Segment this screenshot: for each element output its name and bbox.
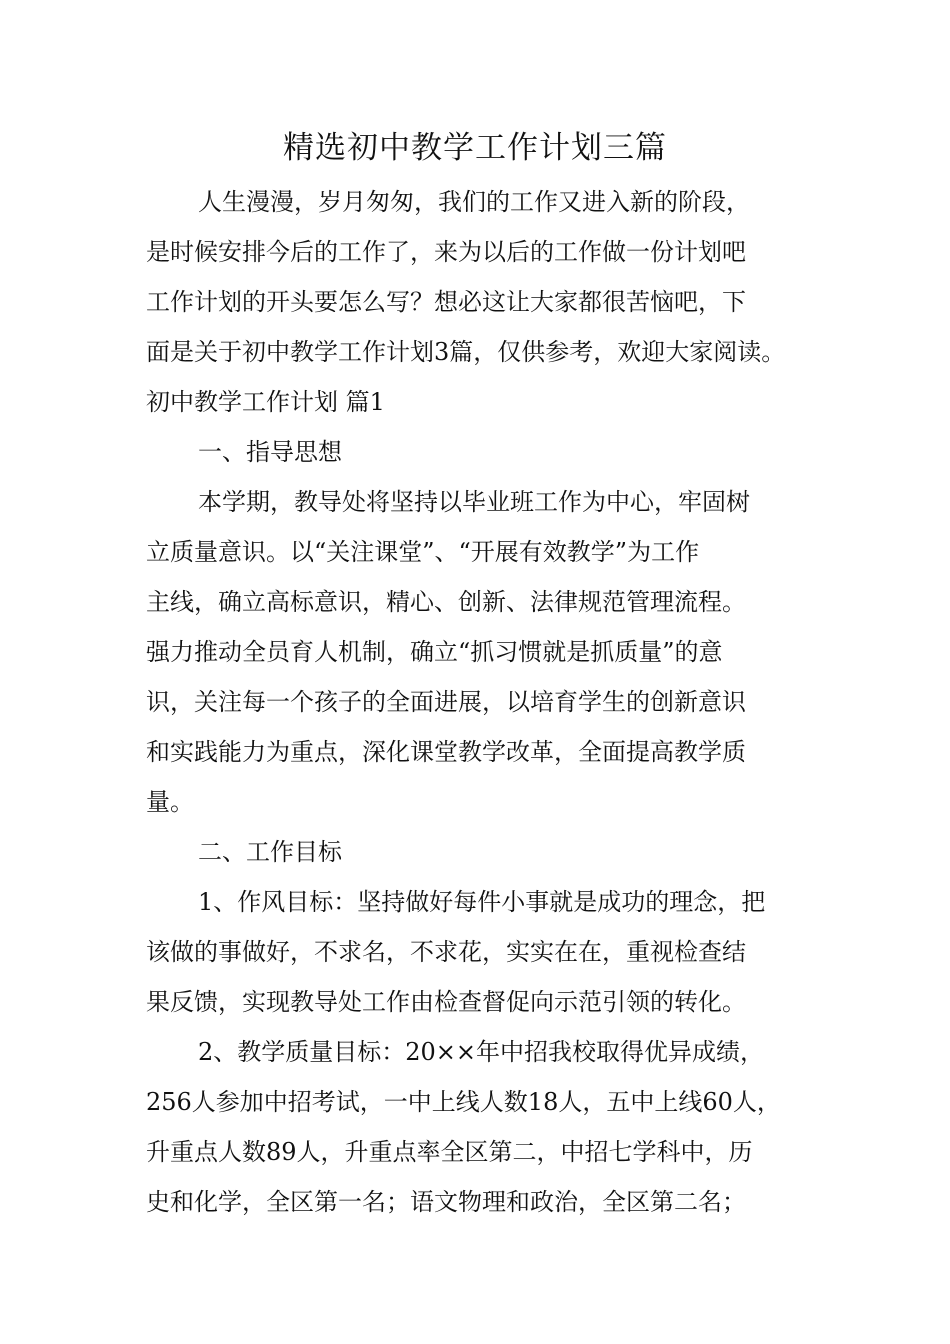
paragraph-line: 本学期，教导处将坚持以毕业班工作为中心，牢固树 [198, 488, 750, 516]
paragraph-line: 强力推动全员育人机制，确立“抓习惯就是抓质量”的意 [146, 638, 723, 666]
paragraph-line: 史和化学，全区第一名；语文物理和政治，全区第二名； [146, 1188, 746, 1216]
paragraph-line: 和实践能力为重点，深化课堂教学改革，全面提高教学质 [146, 738, 746, 766]
paragraph-line: 立质量意识。以“关注课堂”、“开展有效教学”为工作 [146, 538, 700, 566]
paragraph-line: 人生漫漫，岁月匆匆，我们的工作又进入新的阶段， [198, 188, 750, 216]
paragraph-line: 升重点人数89人，升重点率全区第二，中招七学科中，历 [146, 1138, 753, 1166]
section-heading: 一、指导思想 [198, 438, 342, 466]
paragraph-line: 1、作风目标：坚持做好每件小事就是成功的理念，把 [198, 888, 766, 916]
paragraph-line: 主线，确立高标意识，精心、创新、法律规范管理流程。 [146, 588, 746, 616]
section-heading: 二、工作目标 [198, 838, 342, 866]
paragraph-line: 量。 [146, 788, 194, 816]
paragraph-line: 面是关于初中教学工作计划3篇，仅供参考，欢迎大家阅读。 [146, 338, 786, 366]
paragraph-line: 果反馈，实现教导处工作由检查督促向示范引领的转化。 [146, 988, 746, 1016]
document-title: 精选初中教学工作计划三篇 [283, 130, 667, 166]
paragraph-line: 2、教学质量目标：20××年中招我校取得优异成绩， [198, 1038, 765, 1066]
paragraph-line: 该做的事做好，不求名，不求花，实实在在，重视检查结 [146, 938, 746, 966]
paragraph-line: 识，关注每一个孩子的全面进展，以培育学生的创新意识 [146, 688, 746, 716]
section-heading: 初中教学工作计划 篇1 [146, 388, 385, 416]
paragraph-line: 工作计划的开头要怎么写？想必这让大家都很苦恼吧，下 [146, 288, 746, 316]
paragraph-line: 256人参加中招考试，一中上线人数18人，五中上线60人， [146, 1088, 781, 1116]
paragraph-line: 是时候安排今后的工作了，来为以后的工作做一份计划吧 [146, 238, 746, 266]
